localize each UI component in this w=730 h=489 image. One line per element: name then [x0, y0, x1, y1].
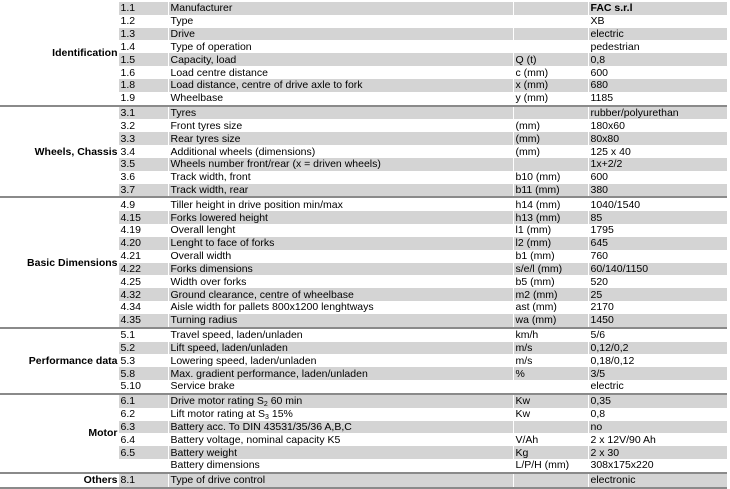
item-number: 1.1	[118, 2, 168, 15]
item-description: Overall width	[168, 250, 513, 263]
item-description: Track width, front	[168, 171, 513, 184]
item-value: 1450	[588, 314, 727, 328]
item-number: 3.4	[118, 145, 168, 158]
item-unit: b10 (mm)	[513, 171, 588, 184]
item-unit: (mm)	[513, 132, 588, 145]
item-unit: (mm)	[513, 145, 588, 158]
item-number: 1.6	[118, 66, 168, 79]
item-description: Type of operation	[168, 40, 513, 53]
item-unit: y (mm)	[513, 92, 588, 106]
item-value: electronic	[588, 473, 727, 488]
item-unit	[513, 380, 588, 394]
item-description: Forks lowered height	[168, 211, 513, 224]
item-unit	[513, 421, 588, 434]
spec-row	[0, 197, 727, 211]
item-value: 1795	[588, 224, 727, 237]
item-unit: l2 (mm)	[513, 237, 588, 250]
item-number: 6.4	[118, 433, 168, 446]
description-suffix: 15%	[268, 408, 293, 421]
item-unit: b5 (mm)	[513, 275, 588, 288]
item-description: Service brake	[168, 380, 513, 394]
description-text: Lift motor rating at S	[170, 408, 266, 421]
item-unit: b11 (mm)	[513, 184, 588, 198]
item-unit: h13 (mm)	[513, 211, 588, 224]
item-unit: l1 (mm)	[513, 224, 588, 237]
item-number: 4.32	[118, 288, 168, 301]
item-value: 180x60	[588, 119, 727, 132]
item-number: 6.2	[118, 408, 168, 421]
item-number: 1.5	[118, 53, 168, 66]
section-title: Basic Dimensions	[0, 197, 118, 327]
item-unit: h14 (mm)	[513, 197, 588, 211]
item-description: Front tyres size	[168, 119, 513, 132]
item-description: Battery acc. To DIN 43531/35/36 A,B,C	[168, 421, 513, 434]
item-number: 1.4	[118, 40, 168, 53]
item-unit	[513, 2, 588, 15]
item-number: 5.1	[118, 328, 168, 342]
item-description: Lift speed, laden/unladen	[168, 342, 513, 355]
item-value: 520	[588, 275, 727, 288]
item-value: pedestrian	[588, 40, 727, 53]
item-value: 380	[588, 184, 727, 198]
item-description: Forks dimensions	[168, 263, 513, 276]
item-value: 0,8	[588, 408, 727, 421]
item-description: Capacity, load	[168, 53, 513, 66]
item-unit	[513, 15, 588, 28]
item-description: Wheelbase	[168, 92, 513, 106]
item-value: rubber/polyurethan	[588, 106, 727, 120]
item-value: XB	[588, 15, 727, 28]
item-description: Type	[168, 15, 513, 28]
item-unit: L/P/H (mm)	[513, 459, 588, 473]
item-value: 2 x 12V/90 Ah	[588, 433, 727, 446]
spec-table-body	[0, 2, 727, 488]
item-value: 680	[588, 79, 727, 92]
item-description: Drive	[168, 28, 513, 41]
spec-row	[0, 2, 727, 15]
section-title: Performance data	[0, 328, 118, 394]
item-unit	[513, 158, 588, 171]
item-value: 125 x 40	[588, 145, 727, 158]
subscript: 3	[265, 414, 269, 421]
item-description: Lenght to face of forks	[168, 237, 513, 250]
item-value: 0,12/0,2	[588, 342, 727, 355]
item-value: 80x80	[588, 132, 727, 145]
item-description: Turning radius	[168, 314, 513, 328]
item-unit	[513, 28, 588, 41]
item-unit: Kw	[513, 408, 588, 421]
item-number: 6.5	[118, 446, 168, 459]
item-unit	[513, 106, 588, 120]
item-number: 3.5	[118, 158, 168, 171]
item-unit: s/e/l (mm)	[513, 263, 588, 276]
item-description: Ground clearance, centre of wheelbase	[168, 288, 513, 301]
item-description: Load distance, centre of drive axle to fork	[168, 79, 513, 92]
item-description: Type of drive control	[168, 473, 513, 488]
item-number: 1.2	[118, 15, 168, 28]
item-description: Max. gradient performance, laden/unladen	[168, 367, 513, 380]
item-value: 1185	[588, 92, 727, 106]
item-description: Load centre distance	[168, 66, 513, 79]
item-unit: ast (mm)	[513, 301, 588, 314]
item-number: 5.3	[118, 354, 168, 367]
section-title: Wheels, Chassis	[0, 106, 118, 198]
item-number: 3.2	[118, 119, 168, 132]
item-number: 4.34	[118, 301, 168, 314]
technical-data-table	[0, 2, 727, 489]
item-value: FAC s.r.l	[588, 2, 727, 15]
item-number: 6.3	[118, 421, 168, 434]
item-number: 3.1	[118, 106, 168, 120]
item-value: 3/5	[588, 367, 727, 380]
item-unit: m/s	[513, 342, 588, 355]
item-value: electric	[588, 380, 727, 394]
item-number: 4.21	[118, 250, 168, 263]
item-number: 3.3	[118, 132, 168, 145]
item-number: 4.15	[118, 211, 168, 224]
item-unit: %	[513, 367, 588, 380]
item-description: Battery weight	[168, 446, 513, 459]
item-value: 2170	[588, 301, 727, 314]
item-number: 4.35	[118, 314, 168, 328]
section-title: Motor	[0, 394, 118, 473]
item-unit: c (mm)	[513, 66, 588, 79]
spec-row	[0, 106, 727, 120]
item-unit: km/h	[513, 328, 588, 342]
item-value: no	[588, 421, 727, 434]
item-description: Manufacturer	[168, 2, 513, 15]
item-value: 85	[588, 211, 727, 224]
spec-row	[0, 328, 727, 342]
subscript: 2	[263, 401, 268, 408]
item-value: 1040/1540	[588, 197, 727, 211]
item-unit: Kw	[513, 394, 588, 408]
item-unit: Q (t)	[513, 53, 588, 66]
item-value: 645	[588, 237, 727, 250]
item-unit: V/Ah	[513, 433, 588, 446]
item-number: 1.8	[118, 79, 168, 92]
item-value: electric	[588, 28, 727, 41]
item-value: 2 x 30	[588, 446, 727, 459]
item-value: 760	[588, 250, 727, 263]
item-description	[168, 408, 513, 421]
item-description: Travel speed, laden/unladen	[168, 328, 513, 342]
item-number: 5.2	[118, 342, 168, 355]
item-description	[168, 394, 513, 408]
item-value: 5/6	[588, 328, 727, 342]
section-title: Identification	[52, 47, 118, 60]
item-number: 1.9	[118, 92, 168, 106]
item-number: 8.1	[118, 473, 168, 488]
item-unit: wa (mm)	[513, 314, 588, 328]
item-description: Aisle width for pallets 800x1200 lenghtways	[168, 301, 513, 314]
item-value: 0,18/0,12	[588, 354, 727, 367]
item-unit: (mm)	[513, 119, 588, 132]
item-number: 3.6	[118, 171, 168, 184]
item-number: 5.8	[118, 367, 168, 380]
item-value: 1x+2/2	[588, 158, 727, 171]
item-value: 600	[588, 66, 727, 79]
description-text: Drive motor rating S	[170, 395, 264, 408]
item-number: 5.10	[118, 380, 168, 394]
item-unit: m/s	[513, 354, 588, 367]
description-suffix: 60 min	[267, 395, 303, 408]
item-number: 1.3	[118, 28, 168, 41]
item-unit	[513, 40, 588, 53]
item-number: 3.7	[118, 184, 168, 198]
item-description: Additional wheels (dimensions)	[168, 145, 513, 158]
item-description: Tiller height in drive position min/max	[168, 197, 513, 211]
spec-row	[0, 473, 727, 488]
item-description: Battery dimensions	[168, 459, 513, 473]
spec-row	[0, 394, 727, 408]
item-description: Lowering speed, laden/unladen	[168, 354, 513, 367]
item-value: 0,8	[588, 53, 727, 66]
item-number: 4.20	[118, 237, 168, 250]
item-value: 0,35	[588, 394, 727, 408]
item-description: Battery voltage, nominal capacity K5	[168, 433, 513, 446]
item-description: Track width, rear	[168, 184, 513, 198]
item-unit: Kg	[513, 446, 588, 459]
section-title: Others	[0, 473, 118, 488]
item-value: 25	[588, 288, 727, 301]
item-value: 308x175x220	[588, 459, 727, 473]
item-unit	[513, 473, 588, 488]
item-description: Wheels number front/rear (x = driven wheels)	[168, 158, 513, 171]
item-description: Rear tyres size	[168, 132, 513, 145]
item-number	[118, 459, 168, 473]
item-number: 4.9	[118, 197, 168, 211]
item-unit: x (mm)	[513, 79, 588, 92]
item-value: 600	[588, 171, 727, 184]
item-number: 4.25	[118, 275, 168, 288]
item-value: 60/140/1150	[588, 263, 727, 276]
item-description: Width over forks	[168, 275, 513, 288]
item-number: 4.19	[118, 224, 168, 237]
item-description: Overall lenght	[168, 224, 513, 237]
item-unit: m2 (mm)	[513, 288, 588, 301]
item-number: 4.22	[118, 263, 168, 276]
item-number: 6.1	[118, 394, 168, 408]
item-unit: b1 (mm)	[513, 250, 588, 263]
item-description: Tyres	[168, 106, 513, 120]
